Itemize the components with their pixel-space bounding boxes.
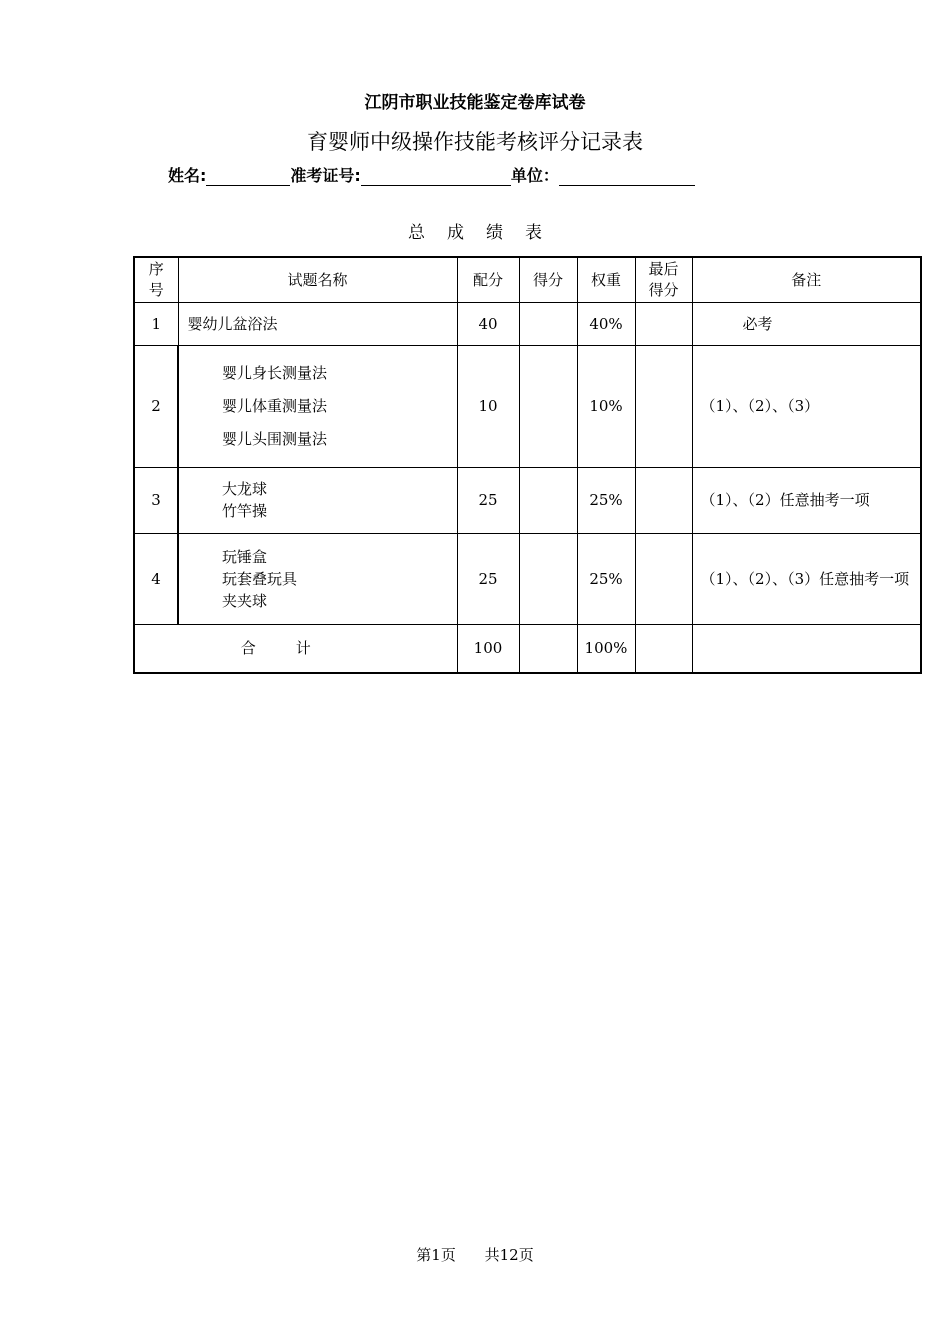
total-label: 合计 (134, 624, 457, 673)
row-item: 婴儿体重测量法 (222, 396, 328, 415)
row-got[interactable] (519, 533, 577, 624)
unit-field[interactable] (559, 163, 695, 186)
row-final[interactable] (635, 467, 692, 533)
total-remark[interactable] (692, 624, 921, 673)
exam-id-label: 准考证号: (290, 166, 361, 185)
row-remark: （1）、（2）、（3） (692, 345, 921, 467)
row-weight: 25% (577, 467, 635, 533)
row-weight: 40% (577, 302, 635, 345)
total-weight: 100% (577, 624, 635, 673)
name-label: 姓名: (168, 166, 207, 185)
page-total: 共12页 (484, 1246, 534, 1264)
row-item-list (178, 345, 457, 467)
row-seq: 4 (134, 533, 178, 624)
total-got[interactable] (519, 624, 577, 673)
form-title: 育婴师中级操作技能考核评分记录表 (307, 130, 643, 154)
row-final[interactable] (635, 302, 692, 345)
row-item: 竹竿操 (222, 502, 268, 520)
row-remark: 必考 (692, 302, 921, 345)
row-item: 夹夹球 (222, 591, 268, 610)
table-row (134, 345, 921, 467)
row-remark: （1）、（2）、（3）任意抽考一项 (692, 533, 921, 624)
row-final[interactable] (635, 345, 692, 467)
candidate-info-row (168, 160, 695, 186)
row-weight: 25% (577, 533, 635, 624)
header-seq: 序号 (134, 257, 178, 302)
row-score: 25 (457, 533, 519, 624)
row-item: 婴儿身长测量法 (222, 363, 328, 382)
row-item: 玩套叠玩具 (222, 569, 298, 588)
table-row (134, 302, 921, 345)
row-item: 大龙球 (222, 480, 268, 498)
header-score: 配分 (457, 257, 519, 302)
exam-id-field[interactable] (361, 163, 511, 186)
row-item-list (178, 533, 457, 624)
table-header-row (134, 257, 921, 302)
row-remark: （1）、（2）任意抽考一项 (692, 467, 921, 533)
row-item: 婴幼儿盆浴法 (178, 302, 457, 345)
header-name: 试题名称 (178, 257, 457, 302)
section-title: 总成绩表 (408, 223, 564, 243)
row-got[interactable] (519, 302, 577, 345)
row-seq: 1 (134, 302, 178, 345)
name-field[interactable] (206, 163, 290, 186)
header-final: 最后得分 (635, 257, 692, 302)
row-seq: 3 (134, 467, 178, 533)
row-item-list (178, 467, 457, 533)
row-weight: 10% (577, 345, 635, 467)
row-score: 25 (457, 467, 519, 533)
table-total-row (134, 624, 921, 673)
total-score: 100 (457, 624, 519, 673)
exam-bank-title: 江阴市职业技能鉴定卷库试卷 (364, 93, 586, 113)
header-weight: 权重 (577, 257, 635, 302)
page-footer (0, 1244, 950, 1265)
row-seq: 2 (134, 345, 178, 467)
page-number: 第1页 (416, 1246, 456, 1264)
row-got[interactable] (519, 467, 577, 533)
unit-label: 单位： (510, 166, 559, 185)
row-got[interactable] (519, 345, 577, 467)
row-item: 婴儿头围测量法 (222, 429, 328, 448)
table-row (134, 467, 921, 533)
header-remark: 备注 (692, 257, 921, 302)
header-got: 得分 (519, 257, 577, 302)
score-table (133, 256, 922, 674)
row-final[interactable] (635, 533, 692, 624)
row-score: 40 (457, 302, 519, 345)
table-row (134, 533, 921, 624)
row-score: 10 (457, 345, 519, 467)
row-item: 玩锤盒 (222, 547, 268, 566)
total-final[interactable] (635, 624, 692, 673)
